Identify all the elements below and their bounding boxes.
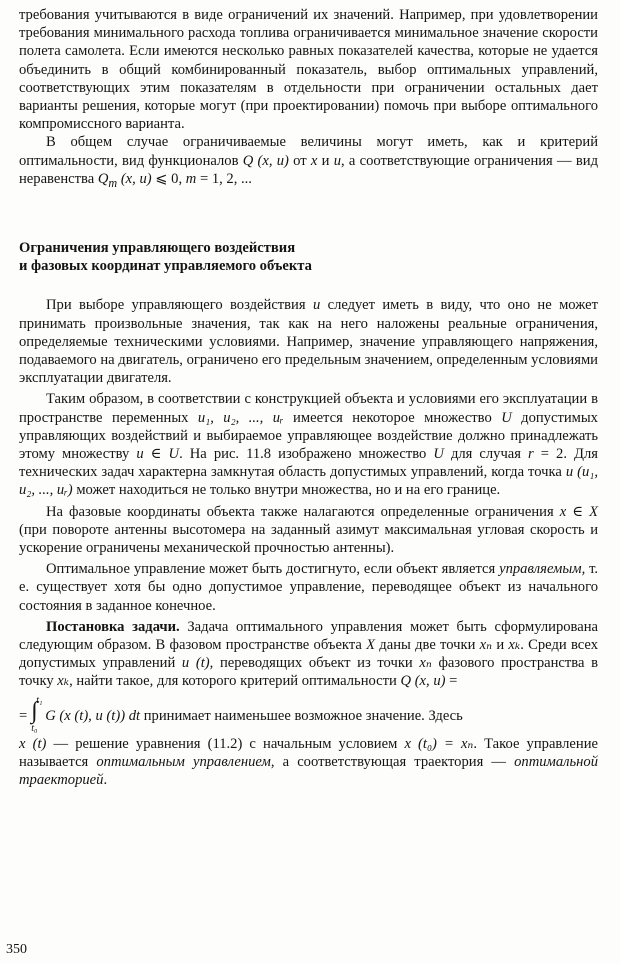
page-number: 350 bbox=[6, 942, 27, 957]
paragraph-5: Оптимальное управление может быть достигнуто, если объект является управляемым, т. е. существует хотя бы одно допустимое управление, переводящее объект из начального состояния в заданное конечное. bbox=[19, 561, 599, 614]
section-heading bbox=[19, 239, 598, 275]
paragraph-7: x (t) — решение уравнения (11.2) с начальным условием x (t₀) = xₙ. Такое управление называется оптимальным управлением, а соответствующая траектория — оптимальной траекторией. bbox=[19, 735, 599, 789]
paragraph-4: На фазовые координаты объекта также налагаются определенные ограничения x ∈ X (при повороте антенны высотомера на заданный азимут максимальная угловая скорость и ускорение ограничены механической прочностью антенны). bbox=[19, 503, 598, 556]
paragraph-6: Постановка задачи. Задача оптимального управления может быть сформулирована следующим образом. В фазовом пространстве объекта X даны две точки xₙ и xₖ. Среди всех допустимых управлений u (t), переводящих объект из точки xₙ фазового пространства в точку xₖ, найти такое, для которого критерий оптимальности Q (x, u) = bbox=[19, 618, 599, 690]
paragraph-2: При выборе управляющего воздействия u следует иметь в виду, что оно не может принимать произвольные значения, так как на него наложены реальные ограничения, определяемые техническими условиями. Например, значение управляющего напряжения, подаваемого на двигатель, ограничено его предельным значением, определенным условиями эксплуатации двигателя. bbox=[19, 297, 598, 387]
integral-formula-line: = ∫ t₁ t₀ G (x (t), u (t)) dt принимает наименьшее возможное значение. Здесь bbox=[19, 694, 463, 734]
paragraph-3: Таким образом, в соответствии с конструкцией объекта и условиями его эксплуатации в пространстве переменных u₁, u₂, ..., uᵣ имеется некоторое множество U допустимых управляющих воздействий и выбираемое управляющее воздействие должно принадлежать этому множеству u ∈ U. На рис. 11.8 изображено множество U для случая r = 2. Для технических задач характерна замкнутая область допустимых управлений, когда точка u (u₁, u₂, ..., uᵣ) может находиться не только внутри множества, но и на его границе. bbox=[19, 391, 598, 499]
integral-sign: ∫ t₁ t₀ bbox=[31, 694, 43, 734]
paragraph-1: В общем случае ограничиваемые величины могут иметь, как и критерий оптимальности, вид функционалов Q (x, u) от x и u, а соответствующие ограничения — вид неравенства $Q_m$ (x, u) ⩽ 0, m = 1, 2, ... bbox=[19, 134, 598, 190]
section-heading-line-1: Ограничения управляющего воздействия bbox=[19, 239, 296, 256]
section-heading-line-2: и фазовых координат управляемого объекта bbox=[19, 258, 312, 275]
paragraph-0: требования учитываются в виде ограничений их значений. Например, при удовлетворении требования минимального расхода топлива ограничивается минимальное значение скорости полета самолета. Если имеются несколько равных показателей качества, которые не удается объединить в общий комбинированный показатель, выбор оптимальных управлений, соответствующих этим показателям в отдельности при ограничении остальных дает варианты решения, которые могут (при проектировании) помочь при выборе оптимального компромиссного варианта. bbox=[19, 7, 598, 133]
